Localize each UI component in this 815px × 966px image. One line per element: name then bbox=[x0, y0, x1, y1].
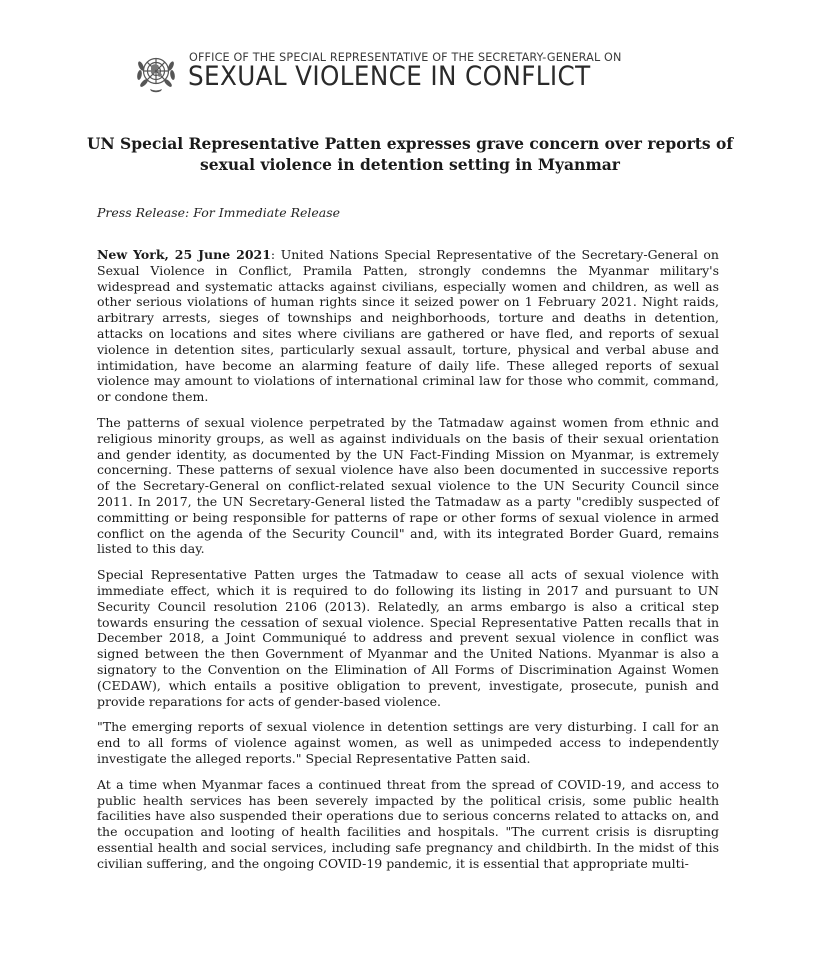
office-title: SEXUAL VIOLENCE IN CONFLICT bbox=[188, 61, 591, 92]
dateline: New York, 25 June 2021 bbox=[97, 247, 271, 262]
body-paragraph bbox=[97, 247, 719, 405]
press-release-body bbox=[97, 247, 719, 881]
body-paragraph: Special Representative Patten urges the Tatmadaw to cease all acts of sexual violence with immediate effect, which it is required to do following its listing in 2017 and pursuant to UN Security Council resolution 2106 (2013). Relatedly, an arms embargo is also a critical step towards ensuring the cessation of sexual violence. Special Representative Patten recalls that in December 2018, a Joint Communiqué to address and prevent sexual violence in conflict was signed between the then Government of Myanmar and the United Nations. Myanmar is also a signatory to the Convention on the Elimination of All Forms of Discrimination Against Women (CEDAW), which entails a positive obligation to prevent, investigate, prosecute, punish and provide reparations for acts of gender-based violence. bbox=[97, 567, 719, 709]
office-name: OFFICE OF THE SPECIAL REPRESENTATIVE OF THE SECRETARY-GENERAL ON bbox=[189, 51, 622, 64]
body-paragraph: "The emerging reports of sexual violence in detention settings are very disturbing. I call for an end to all forms of violence against women, as well as unimpeded access to independently investigate the alleged reports." Special Representative Patten said. bbox=[97, 719, 719, 766]
body-paragraph: The patterns of sexual violence perpetrated by the Tatmadaw against women from ethnic and religious minority groups, as well as against individuals on the basis of their sexual orientation and gender identity, as documented by the UN Fact-Finding Mission on Myanmar, is extremely concerning. These patterns of sexual violence have also been documented in successive reports of the Secretary-General on conflict-related sexual violence to the UN Security Council since 2011. In 2017, the UN Secretary-General listed the Tatmadaw as a party "credibly suspected of committing or being responsible for patterns of rape or other forms of sexual violence in armed conflict on the agenda of the Security Council" and, with its integrated Border Guard, remains listed to this day. bbox=[97, 414, 719, 557]
letterhead bbox=[134, 50, 679, 96]
un-emblem-icon bbox=[134, 50, 178, 94]
release-type: Press Release: For Immediate Release bbox=[97, 205, 341, 220]
body-paragraph: At a time when Myanmar faces a continued threat from the spread of COVID-19, and access to public health services has been severely impacted by the political crisis, some public health facilities have also suspended their operations due to serious concerns related to attacks on, and the occupation and looting of health facilities and hospitals. "The current crisis is disrupting essential health and social services, including safe pregnancy and childbirth. In the midst of this civilian suffering, and the ongoing COVID-19 pandemic, it is essential that appropriate multi- bbox=[97, 776, 719, 871]
press-release-headline: UN Special Representative Patten expresses grave concern over reports of sexual violence in detention setting in Myanmar bbox=[86, 134, 734, 174]
paragraph-text: : United Nations Special Representative of the Secretary-General on Sexual Violence in Conflict, Pramila Patten, strongly condemns the Myanmar military's widespread and systematic attacks against civilians, especially women and children, as well as other serious violations of human rights since it seized power on 1 February 2021. Night raids, arbitrary arrests, sieges of townships and neighborhoods, torture and deaths in detention, attacks on locations and sites where civilians are gathered or have fled, and reports of sexual violence in detention sites, particularly sexual assault, torture, physical and verbal abuse and intimidation, have become an alarming feature of daily life. These alleged reports of sexual violence may amount to violations of international criminal law for those who commit, command, or condone them. bbox=[97, 247, 719, 405]
